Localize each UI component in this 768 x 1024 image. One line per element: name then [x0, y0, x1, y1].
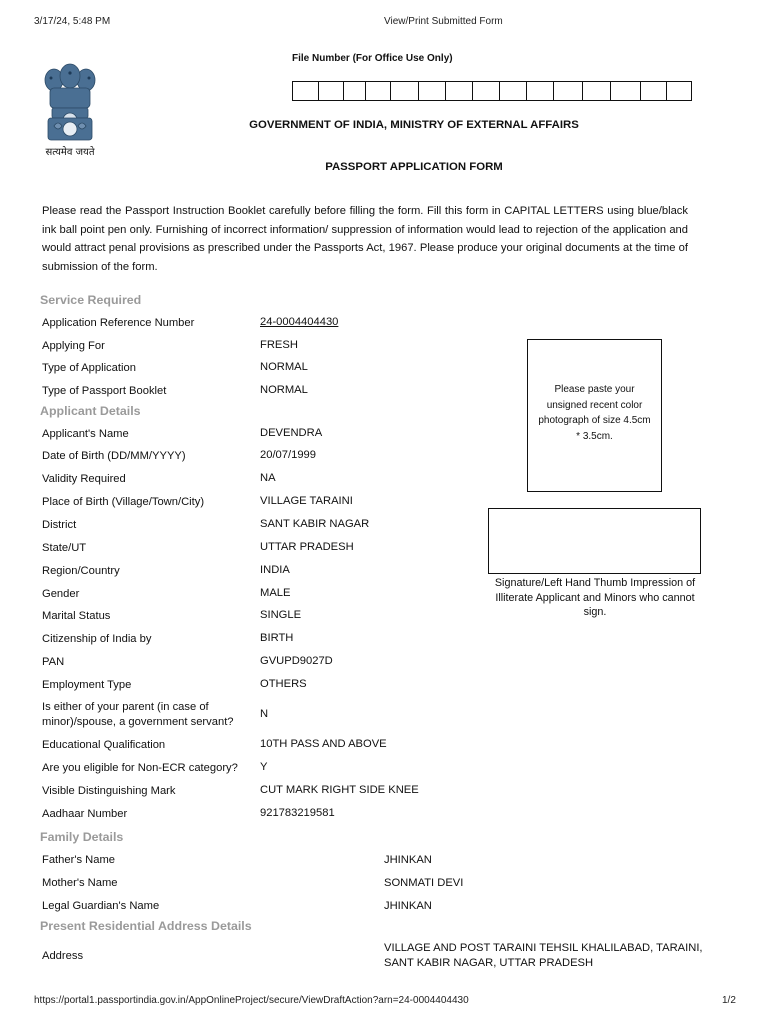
field-label: Educational Qualification: [42, 739, 166, 751]
signature-box: [488, 508, 701, 574]
field-value: UTTAR PRADESH: [260, 541, 354, 553]
field-label: State/UT: [42, 542, 87, 554]
print-page-title: View/Print Submitted Form: [384, 16, 503, 27]
field-label: Address: [42, 950, 84, 962]
field-label: Employment Type: [42, 679, 132, 691]
file-number-box: [445, 81, 472, 101]
section-heading-applicant: Applicant Details: [40, 404, 141, 418]
field-label: Applicant's Name: [42, 428, 129, 440]
file-number-box: [418, 81, 445, 101]
photo-box: [527, 339, 662, 492]
field-label: Type of Passport Booklet: [42, 385, 167, 397]
section-heading-family: Family Details: [40, 830, 124, 844]
file-number-box: [666, 81, 692, 101]
file-number-box: [640, 81, 666, 101]
field-value: MALE: [260, 587, 291, 599]
field-value: VILLAGE TARAINI: [260, 495, 353, 507]
file-number-box: [610, 81, 640, 101]
file-number-box: [343, 81, 365, 101]
field-label: Date of Birth (DD/MM/YYYY): [42, 450, 186, 462]
field-value: 10TH PASS AND ABOVE: [260, 738, 387, 750]
field-label: Application Reference Number: [42, 317, 195, 329]
file-number-box: [526, 81, 553, 101]
field-value: 20/07/1999: [260, 449, 316, 461]
field-value: DEVENDRA: [260, 427, 323, 439]
photo-box-text: Please paste your unsigned recent color photograph of size 4.5cm * 3.5cm.: [538, 384, 651, 442]
field-label: Father's Name: [42, 854, 116, 866]
field-value: NA: [260, 472, 276, 484]
field-label: Marital Status: [42, 610, 111, 622]
field-label: District: [42, 519, 77, 531]
field-label: Place of Birth (Village/Town/City): [42, 496, 205, 508]
address-value: VILLAGE AND POST TARAINI TEHSIL KHALILABAD, TARAINI, SANT KABIR NAGAR, UTTAR PRADESH: [384, 942, 703, 969]
state-emblem-icon: [40, 62, 100, 160]
file-number-box: [499, 81, 526, 101]
file-number-box: [292, 81, 318, 101]
field-value: OTHERS: [260, 678, 307, 690]
field-label: Type of Application: [42, 362, 136, 374]
field-label: Visible Distinguishing Mark: [42, 785, 176, 797]
field-label: Citizenship of India by: [42, 633, 152, 645]
print-page-number: 1/2: [722, 995, 736, 1006]
field-label: Aadhaar Number: [42, 808, 128, 820]
field-label: Gender: [42, 588, 80, 600]
field-value: JHINKAN: [384, 900, 432, 912]
field-value: Y: [260, 761, 268, 773]
state-emblem: [40, 62, 100, 160]
field-label: Region/Country: [42, 565, 120, 577]
form-title: PASSPORT APPLICATION FORM: [325, 161, 503, 173]
field-value: SANT KABIR NAGAR: [260, 518, 370, 530]
field-value: NORMAL: [260, 361, 308, 373]
government-heading: GOVERNMENT OF INDIA, MINISTRY OF EXTERNAL AFFAIRS: [249, 119, 579, 131]
field-label: PAN: [42, 656, 65, 668]
field-value: SINGLE: [260, 609, 302, 621]
application-reference-number: 24-0004404430: [260, 316, 339, 328]
field-value: INDIA: [260, 564, 290, 576]
signature-box-caption: Signature/Left Hand Thumb Impression of Illiterate Applicant and Minors who cannot sign.: [494, 577, 696, 618]
file-number-box: [365, 81, 390, 101]
file-number-label: File Number (For Office Use Only): [292, 53, 453, 64]
field-value: N: [260, 708, 269, 720]
field-value: JHINKAN: [384, 854, 432, 866]
field-label: Are you eligible for Non-ECR category?: [42, 762, 238, 774]
field-label: Is either of your parent (in case of minor)/spouse, a government servant?: [42, 701, 234, 728]
section-heading-address: Present Residential Address Details: [40, 919, 252, 933]
field-value: SONMATI DEVI: [384, 877, 464, 889]
print-datetime: 3/17/24, 5:48 PM: [34, 16, 111, 27]
field-label: Mother's Name: [42, 877, 118, 889]
instructions-paragraph: Please read the Passport Instruction Booklet carefully before filling the form. Fill this form in CAPITAL LETTERS using blue/black ink ball point pen only. Furnishing of incorrect information/ suppression of information would lead to rejection of the application and would attract penal provisions as prescribed under the Passports Act, 1967. Please produce your original documents at the time of submission of the form.: [42, 205, 688, 273]
print-url: https://portal1.passportindia.gov.in/AppOnlineProject/secure/ViewDraftAction?arn=24-0004404430: [34, 995, 469, 1006]
emblem-motto: सत्यमेव जयते: [45, 147, 95, 158]
file-number-box: [472, 81, 499, 101]
field-value: GVUPD9027D: [260, 655, 333, 667]
field-label: Legal Guardian's Name: [42, 900, 160, 912]
file-number-boxes: [292, 81, 692, 101]
field-label: Applying For: [42, 340, 105, 352]
file-number-box: [318, 81, 343, 101]
field-value: CUT MARK RIGHT SIDE KNEE: [260, 784, 419, 796]
field-value: NORMAL: [260, 384, 308, 396]
field-value: 921783219581: [260, 807, 335, 819]
field-value: BIRTH: [260, 632, 294, 644]
field-value: FRESH: [260, 339, 298, 351]
file-number-box: [553, 81, 582, 101]
field-label: Validity Required: [42, 473, 126, 485]
file-number-box: [582, 81, 610, 101]
file-number-box: [390, 81, 418, 101]
section-heading-service: Service Required: [40, 293, 142, 307]
